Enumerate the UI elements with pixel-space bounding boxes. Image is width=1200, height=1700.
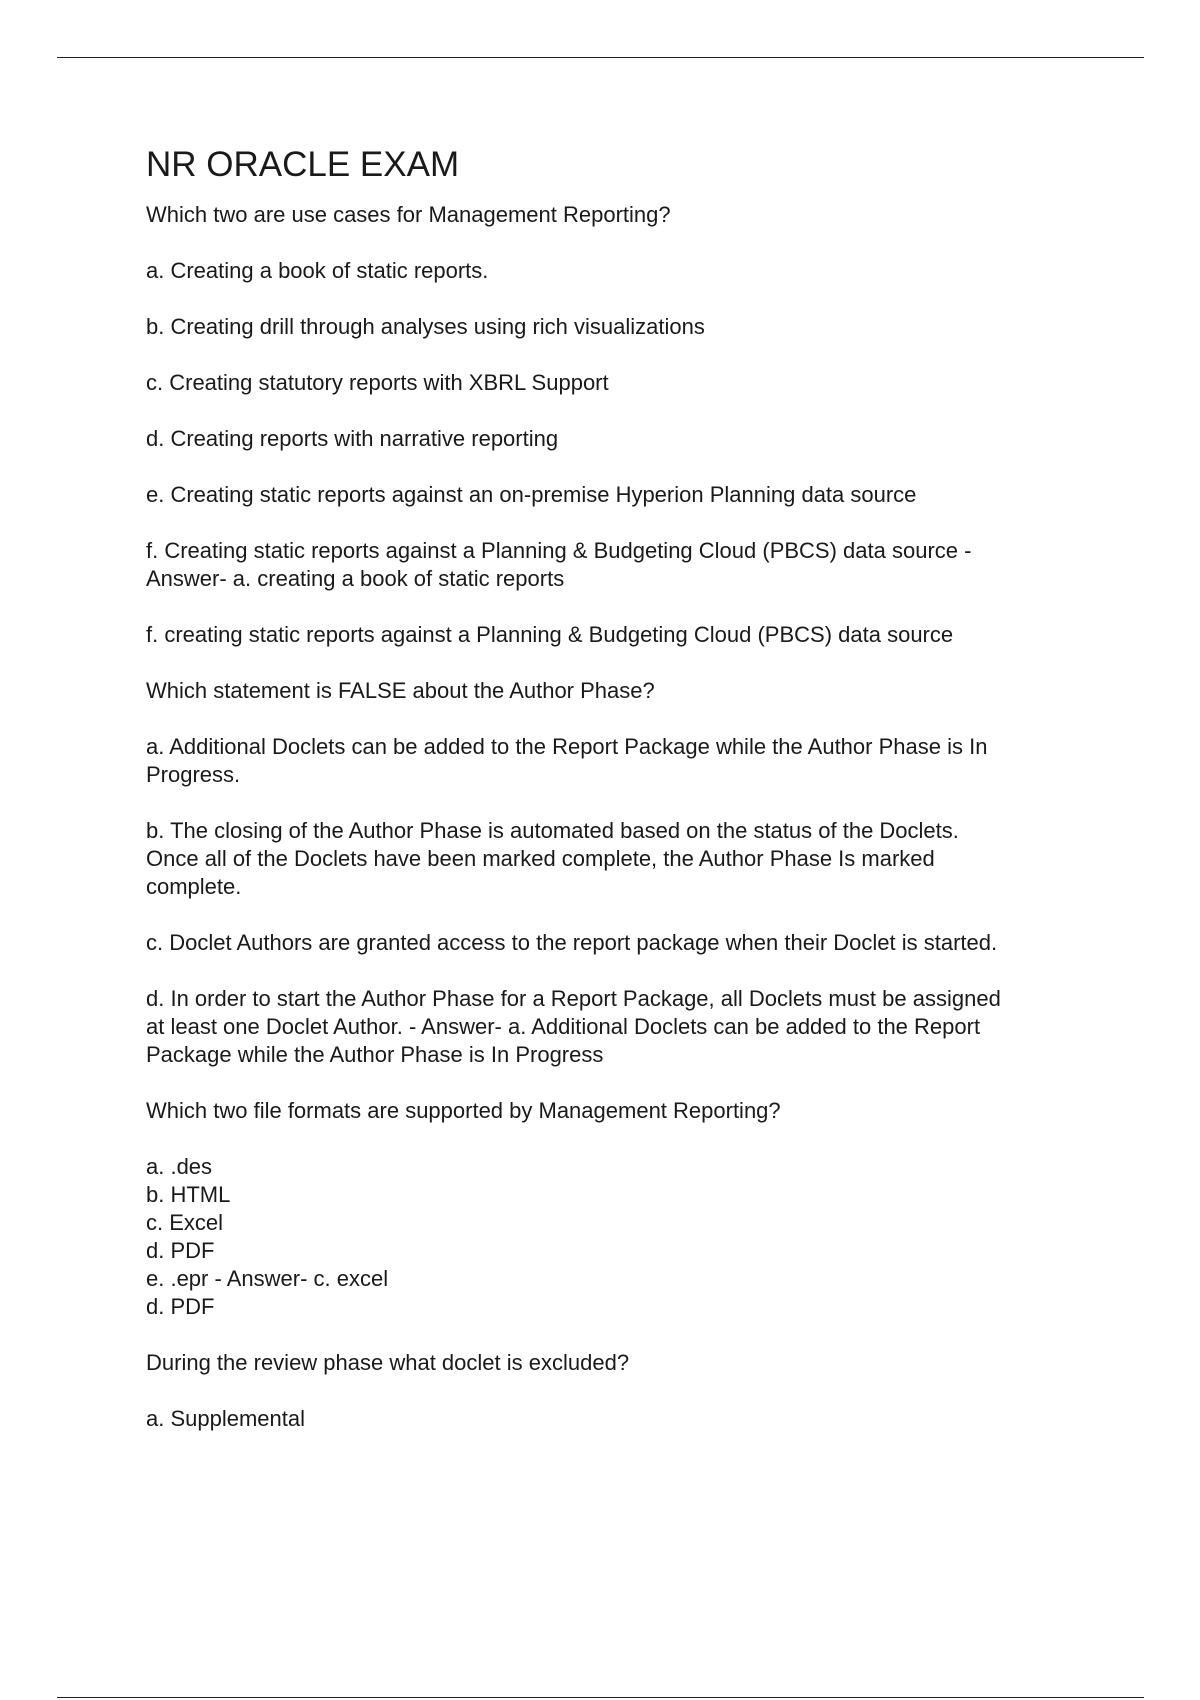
question-3: Which two file formats are supported by Management Reporting? — [146, 1098, 781, 1123]
option-with-answer: f. Creating static reports against a Planning & Budgeting Cloud (PBCS) data source - Answer- a. creating a book of static reports — [146, 538, 972, 591]
option-text: b. The closing of the Author Phase is automated based on the status of the Doclets. Once all of the Doclets have been marked complete, the Author Phase Is marked complete. — [146, 818, 959, 899]
option-text: b. Creating drill through analyses using rich visualizations — [146, 314, 705, 339]
option-list-with-answer: a. .des b. HTML c. Excel d. PDF e. .epr - Answer- c. excel d. PDF — [146, 1154, 389, 1319]
question-1: Which two are use cases for Management Reporting? — [146, 202, 671, 227]
option-text: a. Creating a book of static reports. — [146, 258, 489, 283]
bottom-divider — [57, 1697, 1144, 1698]
top-divider — [57, 57, 1144, 58]
option-with-answer: d. In order to start the Author Phase for a Report Package, all Doclets must be assigned at least one Doclet Author. - Answer- a. Additional Doclets can be added to the Report Package while the Author Phase is In Progress — [146, 986, 1001, 1067]
option-text: d. Creating reports with narrative reporting — [146, 426, 559, 451]
option-text: e. Creating static reports against an on-premise Hyperion Planning data source — [146, 482, 917, 507]
document-body — [146, 141, 1096, 1461]
option-text: a. Additional Doclets can be added to the Report Package while the Author Phase is In Progress. — [146, 734, 988, 787]
document-title: NR ORACLE EXAM — [146, 145, 460, 184]
option-text: a. Supplemental — [146, 1406, 305, 1431]
option-text: c. Doclet Authors are granted access to the report package when their Doclet is started. — [146, 930, 998, 955]
answer-text: f. creating static reports against a Planning & Budgeting Cloud (PBCS) data source — [146, 622, 954, 647]
question-2: Which statement is FALSE about the Author Phase? — [146, 678, 655, 703]
option-text: c. Creating statutory reports with XBRL Support — [146, 370, 609, 395]
question-4: During the review phase what doclet is excluded? — [146, 1350, 630, 1375]
